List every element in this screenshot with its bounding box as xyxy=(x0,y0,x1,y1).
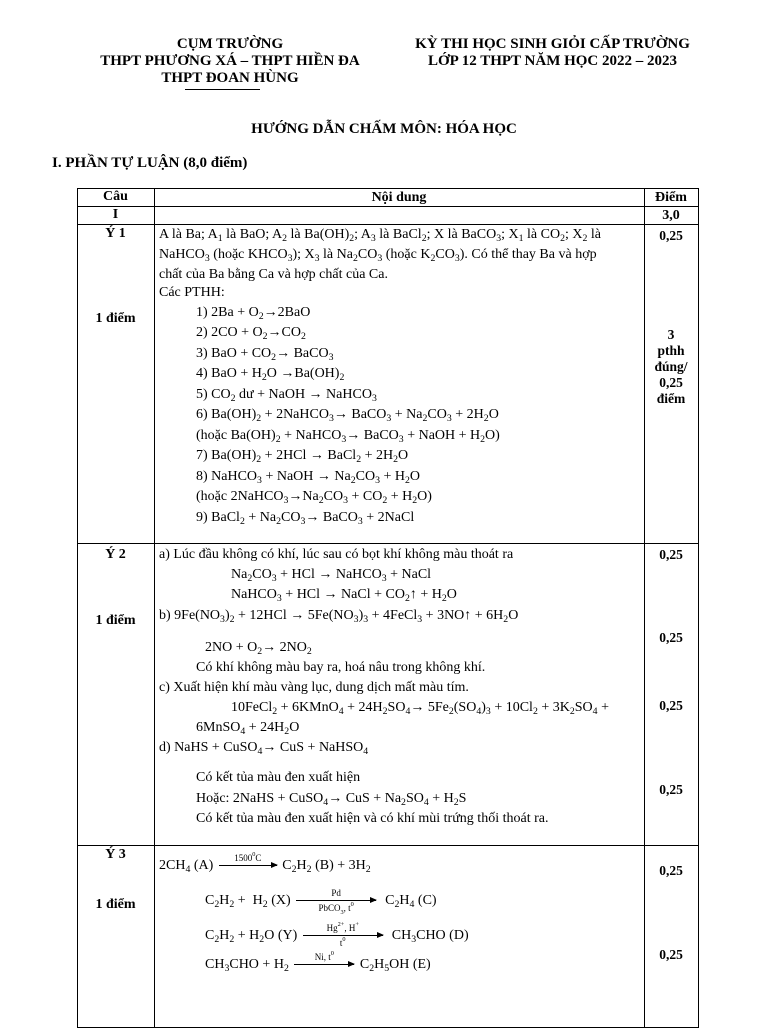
y1-equation: 3) BaO + $CO_2\to$ BaCO$_3$ xyxy=(196,346,334,363)
table-rule xyxy=(77,845,699,846)
y1-intro-line: NaHCO$_3$ (hoặc $KHCO_3$); $X_3$ là $Na_2CO_3$ (hoặc $K_2CO_3$). Có thể thay Ba và hợp xyxy=(159,247,597,264)
y1-score-note-line: 0,25 xyxy=(659,375,683,390)
y1-equation: 1) $2Ba + O_2\to 2BaO$ xyxy=(196,305,311,322)
y2-score: 0,25 xyxy=(659,782,683,797)
y3-score: 0,25 xyxy=(659,947,683,962)
y2-a-equation: $Na_2CO_3$ + HCl → NaHCO$_3$ + NaCl xyxy=(231,567,432,584)
y1-score-note-line: pthh xyxy=(657,343,685,358)
y2-b-equation: $2NO + O_2\to 2NO_2$ xyxy=(205,640,312,657)
header-underline xyxy=(185,89,260,90)
y1-score-note-line: 3 xyxy=(667,327,675,342)
y1-equation: 7) $Ba(OH)_2 + 2HCl$ → BaCl$_2$ + $2H_2O$ xyxy=(196,448,409,465)
y1-points: 1 điểm xyxy=(95,311,136,326)
y1-score-note-line: đúng/ xyxy=(654,359,688,374)
reaction-arrow: Ni, $t^0$ xyxy=(294,964,354,965)
y1-equation: 8) NaHCO$_3$ + NaOH → $Na_2CO_3 + H_2O$ xyxy=(196,469,421,486)
table-rule xyxy=(77,224,699,225)
y2-label: Ý 2 xyxy=(105,547,126,562)
y1-label: Ý 1 xyxy=(105,226,126,241)
column-header-noi-dung: Nội dung xyxy=(371,190,427,205)
y3-points: 1 điểm xyxy=(95,897,136,912)
y2-c-equation: 10FeCl$_2$ + 6KMnO$_4$ + $24H_2SO_4\to 5Fe_2(SO_4)_3 + 10Cl_2 + 3K_2SO_4$ + xyxy=(231,700,609,717)
y1-pthh-label: Các PTHH: xyxy=(159,285,225,300)
y1-equation-alt: (hoặc $2NaHCO_3\to Na_2CO_3 + CO_2 + H_2O$) xyxy=(196,489,432,506)
y1-score-note-line: điểm xyxy=(656,391,686,406)
column-header-diem: Điểm xyxy=(655,190,687,205)
section-title: I. PHẦN TỰ LUẬN (8,0 điểm) xyxy=(52,155,248,171)
part-score: 3,0 xyxy=(662,208,680,223)
exam-header xyxy=(385,36,720,70)
y2-a-text: a) Lúc đầu không có khí, lúc sau có bọt khí không màu thoát ra xyxy=(159,547,514,562)
y2-c-text: c) Xuất hiện khí màu vàng lục, dung dịch mất màu tím. xyxy=(159,680,469,695)
header-left-line-3: THPT ĐOAN HÙNG xyxy=(161,70,299,86)
reaction-arrow: 1500$^0$C xyxy=(219,865,277,866)
y3-label: Ý 3 xyxy=(105,847,126,862)
y2-c-equation: 6MnSO$_4$ + $24H_2O$ xyxy=(196,720,300,737)
y3-reaction-3: $C_2H_2 + H_2O$ (Y) $\frac{Hg^{2+}, H^+}{t^0}$ $CH_3CHO$ (D) xyxy=(205,921,469,949)
reaction-arrow: Pd PbCO$_3$, $t^0$ xyxy=(296,900,376,901)
header-right-line-1: KỲ THI HỌC SINH GIỎI CẤP TRƯỜNG xyxy=(415,36,690,52)
table-rule xyxy=(77,543,699,544)
y1-equation: 9) BaCl$_2$ + $Na_2CO_3\to$ BaCO$_3$ + 2NaCl xyxy=(196,510,415,527)
y1-equation-alt: (hoặc $Ba(OH)_2$ + NaHCO$_3$→ BaCO$_3$ + NaOH + $H_2O$) xyxy=(196,428,500,445)
y1-intro-line: A là Ba; $A_1$ là BaO; $A_2$ là $Ba(OH)_2$; $A_3$ là BaCl$_2$; X là BaCO$_3$; $X_1$ là $CO_2$; $X_2$ là xyxy=(159,227,601,244)
y2-score: 0,25 xyxy=(659,698,683,713)
y2-d-observation: Có kết tủa màu đen xuất hiện xyxy=(196,770,361,785)
header-left-line-1: CỤM TRƯỜNG xyxy=(176,36,284,52)
y1-equation: 6) $Ba(OH)_2$ + 2NaHCO$_3$→ BaCO$_3$ + $Na_2CO_3 + 2H_2O$ xyxy=(196,407,499,424)
y1-equation: 2) $2CO + O_2\to CO_2$ xyxy=(196,325,306,342)
y1-score: 0,25 xyxy=(659,228,683,243)
column-header-cau: Câu xyxy=(103,189,128,204)
y2-score: 0,25 xyxy=(659,630,683,645)
y2-b-equation: b) $9Fe(NO_3)_2 + 12HCl \to 5Fe(NO_3)_3$ + 4FeCl$_3$ + 3NO↑ + $6H_2O$ xyxy=(159,608,519,625)
table-divider xyxy=(154,188,155,1028)
y1-equation: 4) BaO + $H_2O \to Ba(OH)_2$ xyxy=(196,366,345,383)
y3-reaction-2: $C_2H_2 + H_2$ (X) Pd PbCO$_3$, $t^0$ $C_2H_4$ (C) xyxy=(205,888,437,917)
y3-reaction-4: $CH_3CHO + H_2$ Ni, $t^0$ $C_2H_5OH$ (E) xyxy=(205,950,431,974)
y2-score: 0,25 xyxy=(659,547,683,562)
y1-equation: 5) $CO_2$ dư + NaOH → NaHCO$_3$ xyxy=(196,387,377,404)
y2-d-equation: d) NaHS + CuSO$_4$→ CuS + NaHSO$_4$ xyxy=(159,740,369,757)
y2-d-observation: Có kết tủa màu đen xuất hiện và có khí mùi trứng thối thoát ra. xyxy=(196,811,549,826)
y3-score: 0,25 xyxy=(659,863,683,878)
y1-score-note xyxy=(644,327,698,407)
y2-a-equation: NaHCO$_3$ + HCl → NaCl + $CO_2↑ + H_2O$ xyxy=(231,587,457,604)
header-right-line-2: LỚP 12 THPT NĂM HỌC 2022 – 2023 xyxy=(427,53,678,69)
guide-title: HƯỚNG DẪN CHẤM MÔN: HÓA HỌC xyxy=(251,121,517,137)
y3-reaction-1: $2CH_4$ (A) 1500$^0$C $C_2H_2$ $(B) + 3H_2$ xyxy=(159,851,371,875)
y2-points: 1 điểm xyxy=(95,613,136,628)
part-label: I xyxy=(112,207,119,222)
reaction-arrow: $\frac{Hg^{2+}, H^+}{t^0}$ xyxy=(303,935,383,936)
y2-d-equation: Hoặc: 2NaHS + CuSO$_4$→ CuS + $Na_2SO_4 + H_2S$ xyxy=(196,791,467,808)
school-cluster-header xyxy=(85,36,375,87)
header-left-line-2: THPT PHƯƠNG XÁ – THPT HIỀN ĐA xyxy=(100,53,360,69)
y2-b-observation: Có khí không màu bay ra, hoá nâu trong không khí. xyxy=(196,660,486,675)
y1-intro-line: chất của Ba bằng Ca và hợp chất của Ca. xyxy=(159,267,388,282)
table-divider xyxy=(644,188,645,1028)
